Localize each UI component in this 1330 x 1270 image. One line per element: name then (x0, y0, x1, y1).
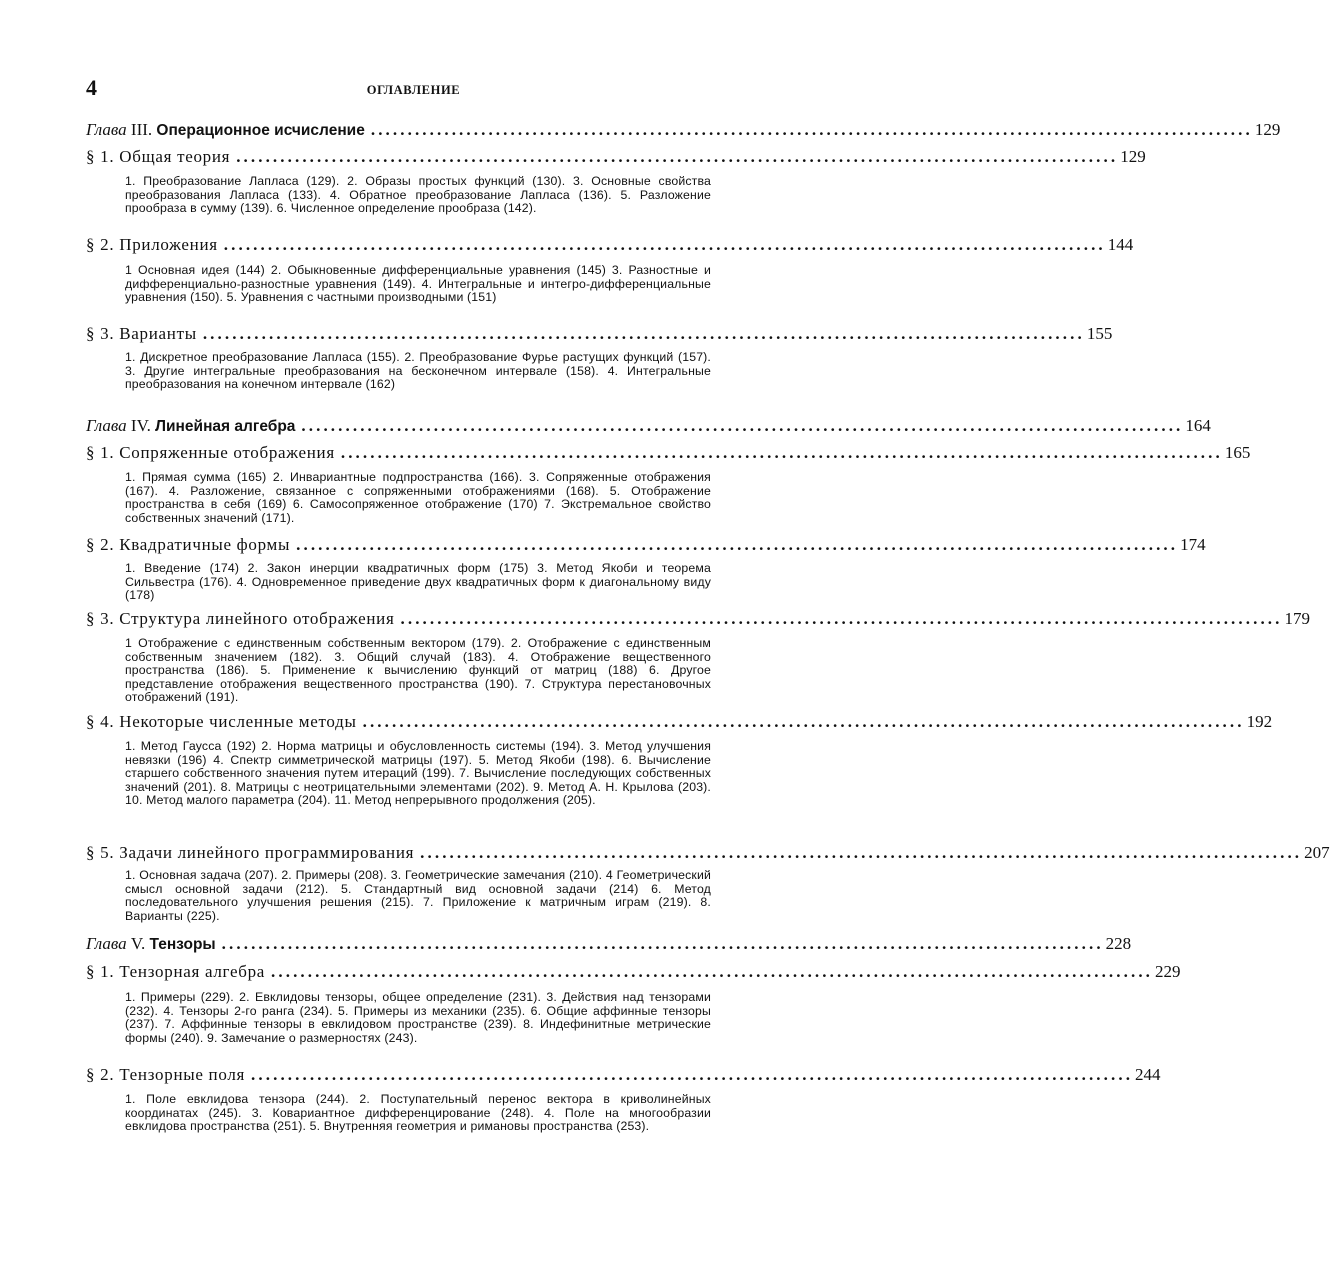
section-title: § 1. Сопряженные отображения (86, 443, 335, 462)
chapter-word: Глава (86, 120, 127, 139)
toc-section[interactable] (86, 711, 1273, 733)
page-ref: 174 (1180, 535, 1206, 554)
chapter-number: V. (130, 934, 146, 953)
section-contents: 1. Прямая сумма (165) 2. Инвариантные подпространства (166). 3. Сопряженные отображения (167). 4. Разложение, связанное с сопряженными отображениями (168). 5. Отображение пространства в себя (169) 6. Самосопряженное отображение (170) 7. Экстремальное свойство собственных значений (171). (125, 470, 711, 525)
chapter-title: Операционное исчисление (156, 122, 365, 139)
dot-leader: ........................................................................................................................ (362, 712, 1245, 731)
dot-leader: ........................................................................................................................ (400, 609, 1283, 628)
page-ref: 228 (1105, 934, 1132, 953)
section-title: § 1. Тензорная алгебра (86, 962, 266, 981)
page-ref: 129 (1120, 147, 1146, 166)
dot-leader: ........................................................................................................................ (271, 962, 1154, 981)
section-contents: 1. Введение (174) 2. Закон инерции квадратичных форм (175) 3. Метод Якоби и теорема Сильвестра (176). 4. Одновременное приведение двух квадратичных форм к диагональному виду (178) (125, 561, 711, 603)
page-ref: 244 (1135, 1065, 1161, 1084)
toc-section[interactable] (86, 961, 1181, 983)
dot-leader: ........................................................................................................................ (236, 147, 1119, 166)
section-title: § 2. Приложения (86, 235, 218, 254)
section-contents: 1. Преобразование Лапласа (129). 2. Образы простых функций (130). 3. Основные свойства преобразования Лапласа (133). 4. Обратное преобразование Лапласа (136). 5. Разложение прообраза в сумму (139). 6. Численное определение прообраза (142). (125, 174, 711, 216)
section-title: § 2. Квадратичные формы (86, 535, 291, 554)
page-ref: 192 (1246, 712, 1273, 731)
section-contents: 1. Поле евклидова тензора (244). 2. Поступательный перенос вектора в криволинейных координатах (245). 3. Ковариантное дифференцирование (248). 4. Поле на многообразии евклидова пространства (251). 5. Внутренняя геометрия и римановы пространства (253). (125, 1092, 711, 1134)
section-contents: 1. Дискретное преобразование Лапласа (155). 2. Преобразование Фурье растущих функций (157). 3. Другие интегральные преобразования на бесконечном интервале (158). 4. Интегральные преобразования на конечном интервале (162) (125, 350, 711, 392)
section-contents: 1 Отображение с единственным собственным вектором (179). 2. Отображение с единственным собственным значением (182). 3. Общий случай (183). 4. Отображение вещественного пространства (186). 5. Применение к вычислению функций от матриц (188) 6. Другое представление отображения вещественного пространства (190). 7. Структура перестановочных отображений (191). (125, 636, 711, 705)
toc-section[interactable] (86, 842, 1330, 864)
toc-section[interactable] (86, 146, 1146, 168)
section-title: § 4. Некоторые численные методы (86, 712, 357, 731)
dot-leader: ........................................................................................................................ (301, 416, 1184, 435)
section-contents: 1. Основная задача (207). 2. Примеры (208). 3. Геометрические замечания (210). 4 Геометрический смысл основной задачи (212). 5. Стандартный вид основной задачи (214) 6. Метод последовательного улучшения решения (215). 7. Приложение к матричным играм (219). 8. Варианты (225). (125, 868, 711, 923)
page-ref: 155 (1086, 324, 1113, 343)
page-ref: 179 (1284, 609, 1310, 628)
section-contents: 1 Основная идея (144) 2. Обыкновенные дифференциальные уравнения (145) 3. Разностные и дифференциально-разностные уравнения (149). 4. Интегральные и интегро-дифференциальные уравнения (150). 5. Уравнения с частными производными (151) (125, 263, 711, 305)
section-title: § 5. Задачи линейного программирования (86, 843, 415, 862)
running-title: ОГЛАВЛЕНИЕ (366, 83, 461, 97)
chapter-word: Глава (86, 416, 127, 435)
toc-section[interactable] (86, 323, 1113, 345)
page-ref: 229 (1155, 962, 1181, 981)
dot-leader: ........................................................................................................................ (340, 443, 1223, 462)
chapter-title: Линейная алгебра (155, 418, 296, 435)
page-ref: 165 (1224, 443, 1251, 462)
dot-leader: ........................................................................................................................ (251, 1065, 1134, 1084)
page-number: 4 (86, 75, 97, 100)
section-title: § 2. Тензорные поля (86, 1065, 246, 1084)
toc-chapter-5[interactable] (86, 933, 1132, 956)
toc-section[interactable] (86, 1064, 1161, 1086)
chapter-number: IV. (130, 416, 151, 435)
chapter-word: Глава (86, 934, 127, 953)
dot-leader: ........................................................................................................................ (223, 235, 1106, 254)
toc-section[interactable] (86, 442, 1251, 464)
section-contents: 1. Метод Гаусса (192) 2. Норма матрицы и обусловленность системы (194). 3. Метод улучшения невязки (196) 4. Спектр симметрической матрицы (197). 5. Метод Якоби (198). 6. Вычисление старшего собственного значения путем итераций (199). 7. Вычисление последующих собственных значений (201). 8. Матрицы с неотрицательными элементами (202). 9. Метод А. Н. Крылова (203). 10. Метод малого параметра (204). 11. Метод непрерывного продолжения (205). (125, 739, 711, 808)
toc-chapter-3[interactable] (86, 119, 1281, 142)
dot-leader: ........................................................................................................................ (370, 120, 1253, 139)
section-title: § 1. Общая теория (86, 147, 231, 166)
section-title: § 3. Структура линейного отображения (86, 609, 395, 628)
toc-section[interactable] (86, 608, 1310, 630)
dot-leader: ........................................................................................................................ (420, 843, 1303, 862)
page-ref: 129 (1254, 120, 1281, 139)
toc-chapter-4[interactable] (86, 415, 1211, 438)
section-title: § 3. Варианты (86, 324, 197, 343)
page-ref: 207 (1304, 843, 1330, 862)
dot-leader: ........................................................................................................................ (296, 535, 1179, 554)
dot-leader: ........................................................................................................................ (221, 934, 1104, 953)
page-ref: 164 (1185, 416, 1211, 435)
page-ref: 144 (1107, 235, 1134, 254)
dot-leader: ........................................................................................................................ (202, 324, 1085, 343)
chapter-number: III. (130, 120, 153, 139)
toc-section[interactable] (86, 534, 1206, 556)
section-contents: 1. Примеры (229). 2. Евклидовы тензоры, общее определение (231). 3. Действия над тензорами (232). 4. Тензоры 2-го ранга (234). 5. Примеры из механики (235). 6. Общие аффинные тензоры (237). 7. Аффинные тензоры в евклидовом пространстве (239). 8. Индефинитные метрические формы (240). 9. Замечание о размерностях (243). (125, 990, 711, 1045)
chapter-title: Тензоры (149, 936, 216, 953)
toc-section[interactable] (86, 234, 1134, 256)
